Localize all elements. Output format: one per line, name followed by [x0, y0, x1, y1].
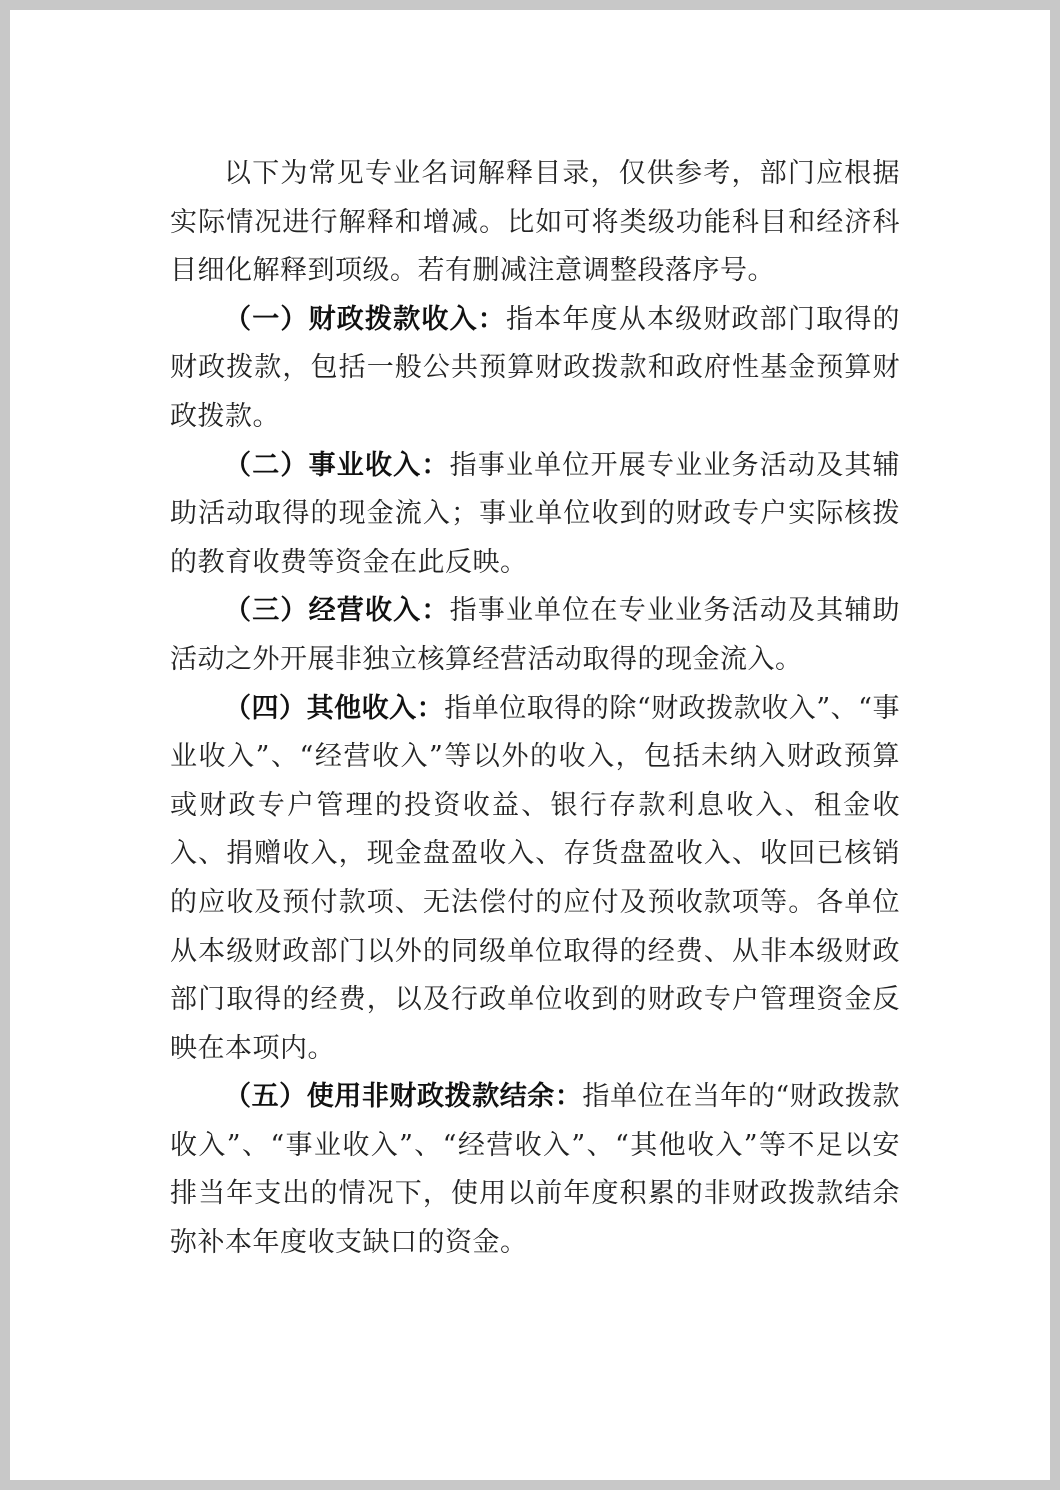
item-paragraph-4 — [170, 685, 900, 1074]
intro-paragraph: 以下为常见专业名词解释目录，仅供参考，部门应根据实际情况进行解释和增减。比如可将类级功能科目和经济科目细化解释到项级。若有删减注意调整段落序号。 — [170, 158, 900, 287]
item-number: （四） — [224, 692, 307, 724]
item-description: 指本年度从本级财政部门取得的财政拨款，包括一般公共预算财政拨款和政府性基金预算财政拨款。 — [170, 303, 901, 432]
item-term: 财政拨款收入： — [308, 303, 506, 335]
item-number: （二） — [224, 449, 309, 481]
document-body — [170, 150, 900, 1268]
item-term: 事业收入： — [308, 449, 450, 481]
item-paragraph-5 — [170, 1073, 900, 1267]
item-paragraph-3 — [170, 587, 900, 684]
item-paragraph-2 — [170, 442, 900, 588]
item-term: 经营收入： — [308, 595, 450, 627]
item-paragraph-1 — [170, 296, 900, 442]
item-description: 指事业单位开展专业业务活动及其辅助活动取得的现金流入；事业单位收到的财政专户实际核拨的教育收费等资金在此反映。 — [170, 449, 901, 578]
item-term: 使用非财政拨款结余： — [306, 1081, 583, 1113]
item-number: （五） — [224, 1081, 307, 1113]
item-number: （三） — [224, 595, 309, 627]
item-description: 指单位在当年的“财政拨款收入”、“事业收入”、“经营收入”、“其他收入”等不足以安排当年支出的情况下，使用以前年度积累的非财政拨款结余弥补本年度收支缺口的资金。 — [170, 1081, 900, 1259]
item-number: （一） — [224, 303, 309, 335]
item-description: 指单位取得的除“财政拨款收入”、“事业收入”、“经营收入”等以外的收入，包括未纳入财政预算或财政专户管理的投资收益、银行存款利息收入、租金收入、捐赠收入，现金盘盈收入、存货盘盈收入、收回已核销的应收及预付款项、无法偿付的应付及预收款项等。各单位从本级财政部门以外的同级单位取得的经费、从非本级财政部门取得的经费，以及行政单位收到的财政专户管理资金反映在本项内。 — [170, 692, 901, 1064]
item-description: 指事业单位在专业业务活动及其辅助活动之外开展非独立核算经营活动取得的现金流入。 — [170, 595, 901, 675]
document-page — [10, 10, 1050, 1480]
item-term: 其他收入： — [306, 692, 445, 724]
